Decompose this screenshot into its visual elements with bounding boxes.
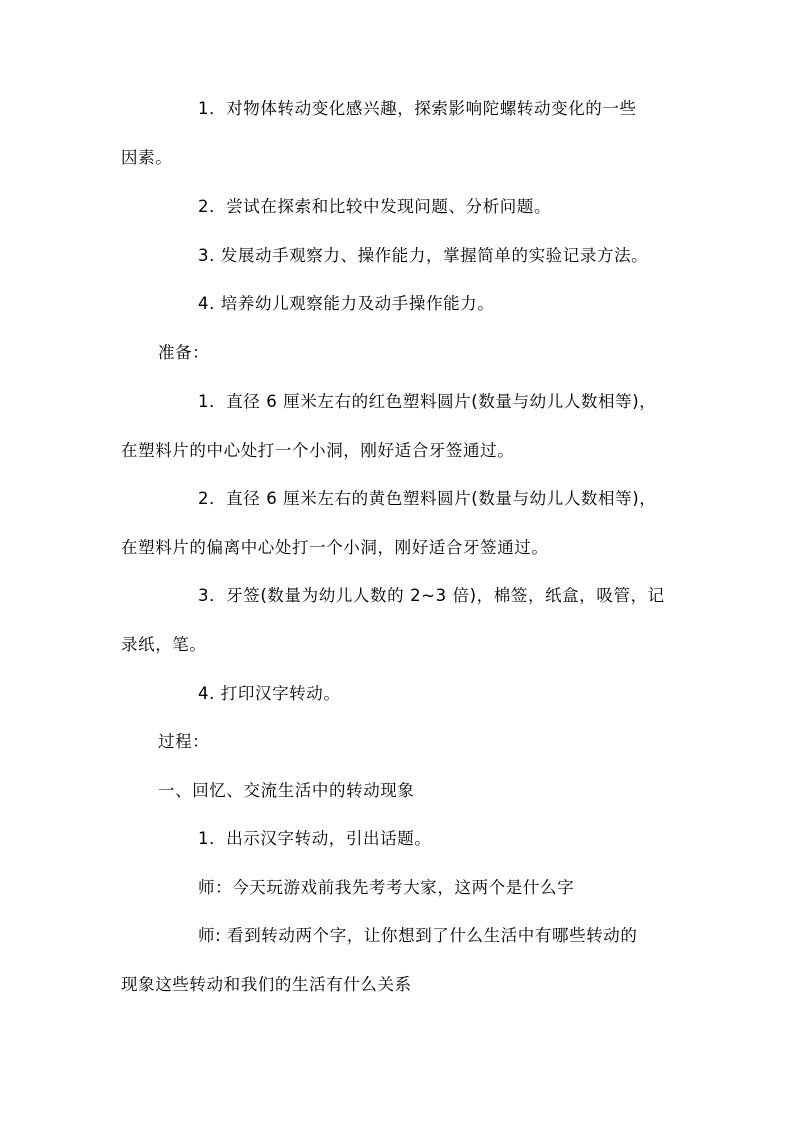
goal-3: 3. 发展动手观察力、操作能力，掌握简单的实验记录方法。 — [198, 246, 649, 265]
goal-1-line-1: 1．对物体转动变化感兴趣，探索影响陀螺转动变化的一些 — [198, 99, 637, 118]
goal-1-line-2: 因素。 — [121, 148, 173, 167]
section-heading-preparation: 准备： — [158, 343, 210, 362]
teacher-line-1: 师：今天玩游戏前我先考考大家，这两个是什么字 — [198, 878, 575, 897]
prep-3-line-2: 录纸，笔。 — [121, 635, 207, 654]
prep-3-line-1: 3．牙签(数量为幼儿人数的 2~3 倍)，棉签，纸盒，吸管，记 — [198, 586, 665, 605]
teacher-line-2-part-1: 师: 看到转动两个字，让你想到了什么生活中有哪些转动的 — [198, 926, 638, 945]
teacher-line-2-part-2: 现象这些转动和我们的生活有什么关系 — [121, 975, 412, 994]
process-item-1: 1．出示汉字转动，引出话题。 — [198, 829, 432, 848]
prep-1-line-1: 1．直径 6 厘米左右的红色塑料圆片(数量与幼儿人数相等)， — [198, 392, 657, 411]
goal-2: 2．尝试在探索和比较中发现问题、分析问题。 — [198, 197, 552, 216]
prep-1-line-2: 在塑料片的中心处打一个小洞，刚好适合牙签通过。 — [121, 441, 515, 460]
prep-4: 4. 打印汉字转动。 — [198, 684, 341, 703]
process-step-1-heading: 一、回忆、交流生活中的转动现象 — [158, 781, 415, 800]
section-heading-process: 过程： — [158, 732, 210, 751]
prep-2-line-1: 2．直径 6 厘米左右的黄色塑料圆片(数量与幼儿人数相等)， — [198, 489, 657, 508]
goal-4: 4. 培养幼儿观察能力及动手操作能力。 — [198, 294, 495, 313]
prep-2-line-2: 在塑料片的偏离中心处打一个小洞，刚好适合牙签通过。 — [121, 538, 549, 557]
